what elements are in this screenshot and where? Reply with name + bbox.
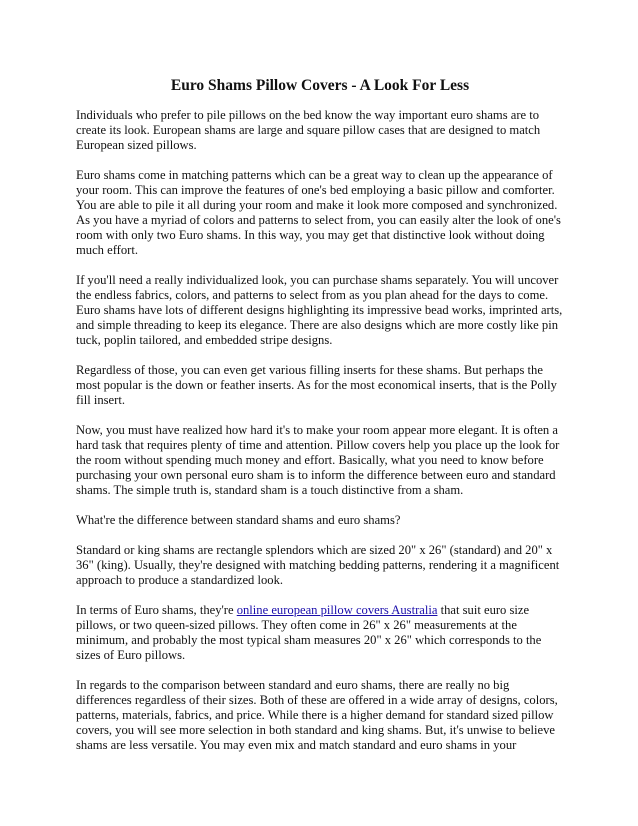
paragraph-3 [76,273,564,348]
text-line: much effort. [76,243,139,257]
text-line: covers, you will see more selection in both standard and king shams. But, it's unwise to believe [76,723,555,737]
text-line: shams are less versatile. You may even mix and match standard and euro shams in your [76,738,517,752]
text-line: Euro shams come in matching patterns which can be a great way to clean up the appearance of [76,168,553,182]
text-line: If you'll need a really individualized look, you can purchase shams separately. You will uncover [76,273,559,287]
paragraph-4 [76,363,564,408]
text-line: As you have a myriad of colors and patterns to select from, you can easily alter the look of one's [76,213,561,227]
text-line: tuck, poplin tailored, and embedded stripe designs. [76,333,333,347]
paragraph-2 [76,168,564,258]
text-line: fill insert. [76,393,125,407]
text-line: differences regardless of their sizes. Both of these are offered in a wide array of designs, colors, [76,693,558,707]
text-line: In regards to the comparison between standard and euro shams, there are really no big [76,678,510,692]
text-line: Euro shams have lots of different designs highlighting its impressive bead works, imprinted arts, [76,303,563,317]
text-line: hard task that requires plenty of time and attention. Pillow covers help you place up the look for [76,438,560,452]
paragraph-6-question [76,513,564,528]
text-line: approach to produce a standardized look. [76,573,284,587]
text-line: sizes of Euro pillows. [76,648,186,662]
paragraph-8 [76,603,564,663]
paragraph-9 [76,678,564,753]
paragraph-5 [76,423,564,498]
text-line: your room. This can improve the features of one's bed employing a basic pillow and comforter. [76,183,555,197]
text-line: pillows, or two queen-sized pillows. They often come in 26" x 26" measurements at the [76,618,517,632]
text-line: Individuals who prefer to pile pillows on the bed know the way important euro shams are to [76,108,540,122]
text-line: shams. The simple truth is, standard sham is a touch distinctive from a sham. [76,483,464,497]
text-line: Now, you must have realized how hard it's to make your room appear more elegant. It is often a [76,423,558,437]
text-line: most popular is the down or feather inserts. As for the most economical inserts, that is the Polly [76,378,557,392]
document-body [76,108,564,768]
document-title: Euro Shams Pillow Covers - A Look For Less [170,77,470,94]
text-after-link: that suit euro size [437,603,530,617]
text-line: the room without spending much money and effort. Basically, what you need to know before [76,453,544,467]
text-line: the endless fabrics, colors, and patterns to select from as you plan ahead for the days to come. [76,288,549,302]
paragraph-7 [76,543,564,588]
text-line: minimum, and probably the most typical sham measures 20" x 26" which corresponds to the [76,633,542,647]
text-line: patterns, materials, fabrics, and price. While there is a higher demand for standard sized pillow [76,708,554,722]
text-line: European sized pillows. [76,138,197,152]
text-line: What're the difference between standard shams and euro shams? [76,513,401,527]
text-before-link: In terms of Euro shams, they're [76,603,237,617]
text-line: create its look. European shams are large and square pillow cases that are designed to match [76,123,541,137]
text-line: and simple threading to keep its elegance. There are also designs which are more costly like pin [76,318,559,332]
text-line: 36" (king). Usually, they're designed with matching bedding patterns, rendering it a magnificent [76,558,560,572]
text-line: You are able to pile it all during your room and make it look more composed and synchronized. [76,198,558,212]
text-line: purchasing your own personal euro sham is to inform the difference between euro and standard [76,468,556,482]
paragraph-1 [76,108,564,153]
pillow-covers-link[interactable]: online european pillow covers Australia [236,603,438,617]
text-line: Standard or king shams are rectangle splendors which are sized 20" x 26" (standard) and 20" x [76,543,553,557]
text-line-with-link [76,603,564,618]
text-line: Regardless of those, you can even get various filling inserts for these shams. But perhaps the [76,363,543,377]
text-line: room with only two Euro shams. In this way, you may get that distinctive look without doing [76,228,545,242]
